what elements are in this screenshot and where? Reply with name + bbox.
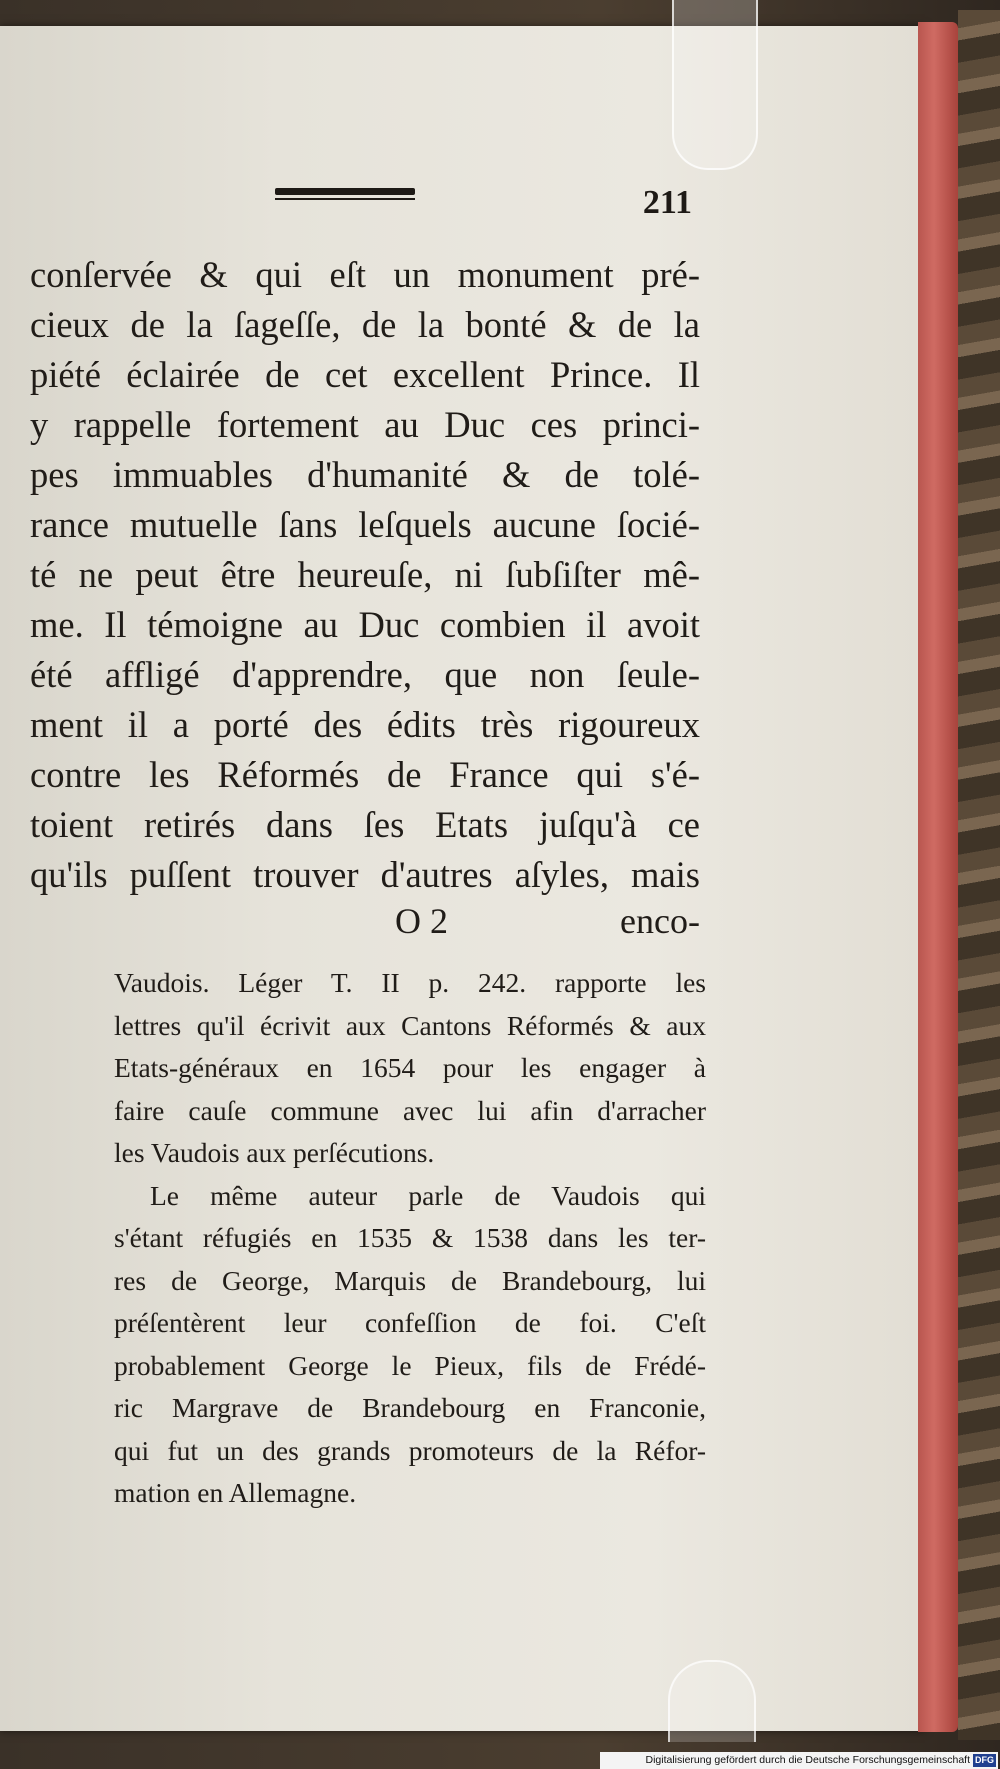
main-line: ment il a porté des édits très rigoureux <box>30 704 700 745</box>
main-line: contre les Réformés de France qui s'é- <box>30 754 700 795</box>
signature-line <box>30 900 700 950</box>
red-page-edge <box>918 22 958 1732</box>
main-line: été affligé d'apprendre, que non ſeule- <box>30 654 700 695</box>
footnote-line: les Vaudois aux perſécutions. <box>114 1137 435 1168</box>
main-line: toient retirés dans ſes Etats juſqu'à ce <box>30 804 700 845</box>
marbled-cover-edge <box>958 10 1000 1740</box>
main-line: conſervée & qui eſt un monument pré- <box>30 254 700 295</box>
main-line: pes immuables d'humanité & de tolé- <box>30 454 700 495</box>
catchword: enco- <box>620 901 700 941</box>
digitization-credit <box>600 1752 998 1769</box>
main-line: y rappelle fortement au Duc ces princi- <box>30 404 700 445</box>
footnote-line: mation en Allemagne. <box>114 1477 357 1508</box>
footnote-line: ric Margrave de Brandebourg en Franconie, <box>114 1392 706 1423</box>
main-line: rance mutuelle ſans leſquels aucune ſocié- <box>30 504 700 545</box>
footnote-line: s'étant réfugiés en 1535 & 1538 dans les ter- <box>114 1222 706 1253</box>
signature-mark: O 2 <box>395 901 448 941</box>
main-line: piété éclairée de cet excellent Prince. Il <box>30 354 700 395</box>
footnote-line: Vaudois. Léger T. II p. 242. rapporte les <box>114 967 706 998</box>
footnote-line: Etats-généraux en 1654 pour les engager à <box>114 1052 706 1083</box>
header-rule <box>275 188 415 202</box>
main-line: me. Il témoigne au Duc combien il avoit <box>30 604 700 645</box>
footnote-line: res de George, Marquis de Brandebourg, lui <box>114 1264 706 1296</box>
main-line: té ne peut être heureuſe, ni ſubſiſter mê- <box>30 554 700 595</box>
footnote-line: faire cauſe commune avec lui afin d'arracher <box>114 1094 706 1126</box>
main-text <box>30 250 700 900</box>
main-line: cieux de la ſageſſe, de la bonté & de la <box>30 304 700 345</box>
top-clip <box>672 0 758 170</box>
footnote-line: qui fut un des grands promoteurs de la Réfor- <box>114 1434 706 1466</box>
footnote <box>114 962 706 1515</box>
credit-text: Digitalisierung gefördert durch die Deutsche Forschungsgemeinschaft <box>645 1754 970 1766</box>
footnote-line: lettres qu'il écrivit aux Cantons Réformés & aux <box>114 1009 706 1041</box>
footnote-line: Le même auteur parle de Vaudois qui <box>150 1179 706 1211</box>
footnote-line: préſentèrent leur confeſſion de foi. C'eſt <box>114 1307 706 1338</box>
bottom-clip <box>668 1660 756 1742</box>
footnote-line: probablement George le Pieux, fils de Frédé- <box>114 1349 706 1381</box>
main-line: qu'ils puſſent trouver d'autres aſyles, mais <box>30 854 700 895</box>
page-number: 211 <box>642 184 692 221</box>
dfg-logo-icon: DFG <box>975 1755 994 1765</box>
